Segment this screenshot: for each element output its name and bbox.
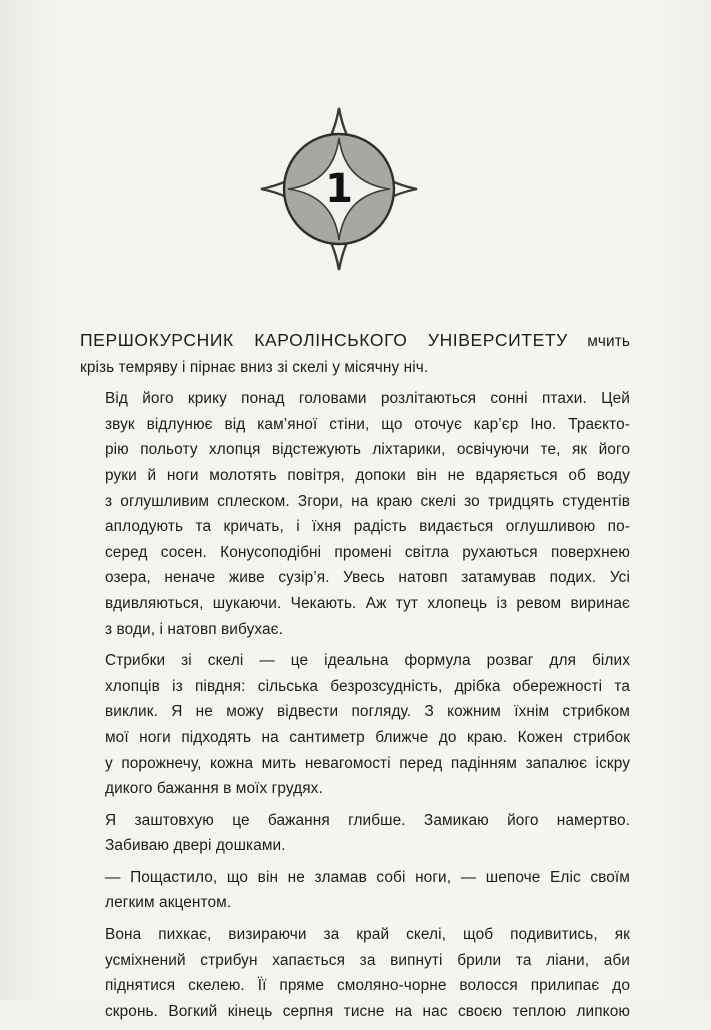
chapter-number: 1 (325, 166, 353, 212)
text-line: Від його крику понад головами розлітаються сонні птахи. Цей (105, 390, 630, 408)
text-line: — Пощастило, що він не зламав собі ноги, — шепоче Еліс своїм (105, 868, 630, 886)
text-line: легким акцентом. (105, 894, 232, 912)
text-line: озера, неначе живе сузір’я. Увесь натовп затамував подих. Усі (105, 569, 630, 587)
text-line: хлопців із півдня: сільська безрозсудність, дрібка обережності та (105, 677, 630, 695)
paragraph (80, 808, 630, 859)
text-line: руки й ноги молотять повітря, допоки він не вдаряється об воду (105, 466, 630, 484)
text-line: з води, і натовп вибухає. (105, 620, 283, 638)
chapter-text (80, 328, 630, 1030)
text-line: мої ноги підходять на сантиметр ближче до краю. Кожен стрибок (105, 728, 630, 746)
text-line: виклик. Я не можу відвести погляду. З кожним їхнім стрибком (105, 703, 630, 721)
text-line: крізь темряву і пірнає вниз зі скелі у місячну ніч. (80, 358, 429, 376)
paragraph (80, 386, 630, 642)
text-line: Стрибки зі скелі — це ідеальна формула розваг для білих (105, 652, 630, 670)
text-line: у порожнечу, кожна мить невагомості перед падінням запалює іскру (105, 754, 630, 772)
text-line: усміхнений стрибун хапається за випнуті брили та ліани, аби (105, 951, 630, 969)
text-line: серед сосен. Конусоподібні промені світла рухаються поверхнею (105, 543, 630, 561)
paragraph (80, 648, 630, 802)
text-line: скронь. Вогкий кінець серпня тисне на нас своєю теплою липкою (105, 1002, 630, 1020)
text-line: Забиваю двері дошками. (105, 837, 286, 855)
text-line: звук відлунює від кам’яної стіни, що оточує кар’єр Іно. Траєкто- (105, 415, 630, 433)
text-line: рію польоту хлопця відстежують ліхтарики, освічуючи те, як його (105, 441, 630, 459)
text-line: піднятися скелею. Її пряме смоляно-чорне волосся прилипає до (105, 977, 630, 995)
text-line: Я заштовхую це бажання глибше. Замикаю його намертво. (105, 811, 630, 829)
text-line: мчить (587, 333, 630, 350)
paragraph (80, 865, 630, 916)
text-line: Вона пихкає, визираючи за край скелі, щоб подивитись, як (105, 926, 630, 944)
text-line: вдивляються, шукаючи. Чекають. Аж тут хлопець із ревом виринає (105, 594, 630, 612)
text-line: аплодують та кричать, і їхня радість видається оглушливою по- (105, 518, 630, 536)
text-line: з оглушливим сплеском. Згори, на краю скелі зо тридцять студентів (105, 492, 630, 510)
paragraph (80, 328, 630, 380)
lead-in: ПЕРШОКУРСНИК КАРОЛІНСЬКОГО УНІВЕРСИТЕТУ (80, 330, 568, 350)
text-line: дикого бажання в моїх грудях. (105, 780, 323, 798)
paragraph (80, 922, 630, 1024)
